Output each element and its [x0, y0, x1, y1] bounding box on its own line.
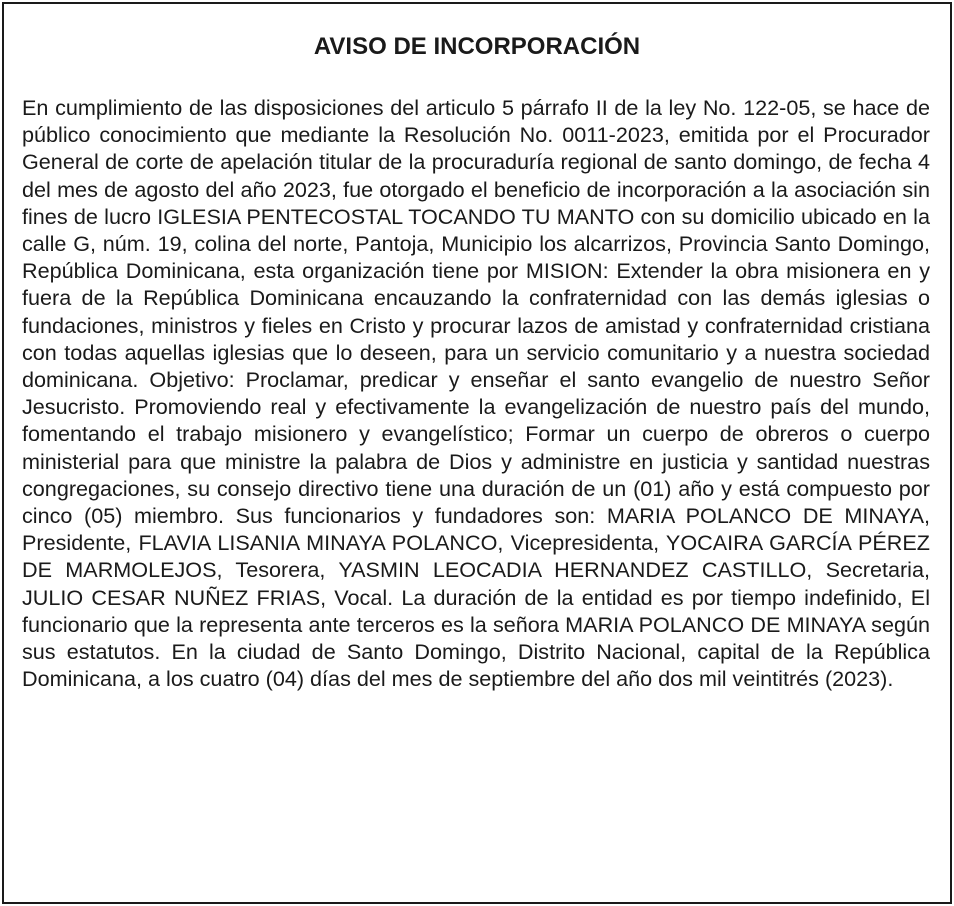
notice-title: AVISO DE INCORPORACIÓN — [313, 33, 641, 60]
notice-frame — [2, 2, 952, 904]
notice-body: En cumplimiento de las disposiciones del articulo 5 párrafo II de la ley No. 122-05, se hace de público conocimiento que mediante la Resolución No. 0011-2023, emitida por el Procurador General de corte de apelación titular de la procuraduría regional de santo domingo, de fecha 4 del mes de agosto del año 2023, fue otorgado el beneficio de incorporación a la asociación sin fines de lucro IGLESIA PENTECOSTAL TOCANDO TU MANTO con su domicilio ubicado en la calle G, núm. 19, colina del norte, Pantoja, Municipio los alcarrizos, Provincia Santo Domingo, República Dominicana, esta organización tiene por MISION: Extender la obra misionera en y fuera de la República Dominicana encauzando la confraternidad con las demás iglesias o fundaciones, ministros y fieles en Cristo y procurar lazos de amistad y confraternidad cristiana con todas aquellas iglesias que lo deseen, para un servicio comunitario y a nuestra sociedad dominicana. Objetivo: Proclamar, predicar y enseñar el santo evangelio de nuestro Señor Jesucristo. Promoviendo real y efectivamente la evangelización de nuestro país del mundo, fomentando el trabajo misionero y evangelístico; Formar un cuerpo de obreros o cuerpo ministerial para que ministre la palabra de Dios y administre en justicia y santidad nuestras congregaciones, su consejo directivo tiene una duración de un (01) año y está compuesto por cinco (05) miembro. Sus funcionarios y fundadores son: MARIA POLANCO DE MINAYA, Presidente, FLAVIA LISANIA MINAYA POLANCO, Vicepresidenta, YOCAIRA GARCÍA PÉREZ DE MARMOLEJOS, Tesorera, YASMIN LEOCADIA HERNANDEZ CASTILLO, Secretaria, JULIO CESAR NUÑEZ FRIAS, Vocal. La duración de la entidad es por tiempo indefinido, El funcionario que la representa ante terceros es la señora MARIA POLANCO DE MINAYA según sus estatutos. En la ciudad de Santo Domingo, Distrito Nacional, capital de la República Dominicana, a los cuatro (04) días del mes de septiembre del año dos mil veintitrés (2023). — [22, 95, 930, 692]
